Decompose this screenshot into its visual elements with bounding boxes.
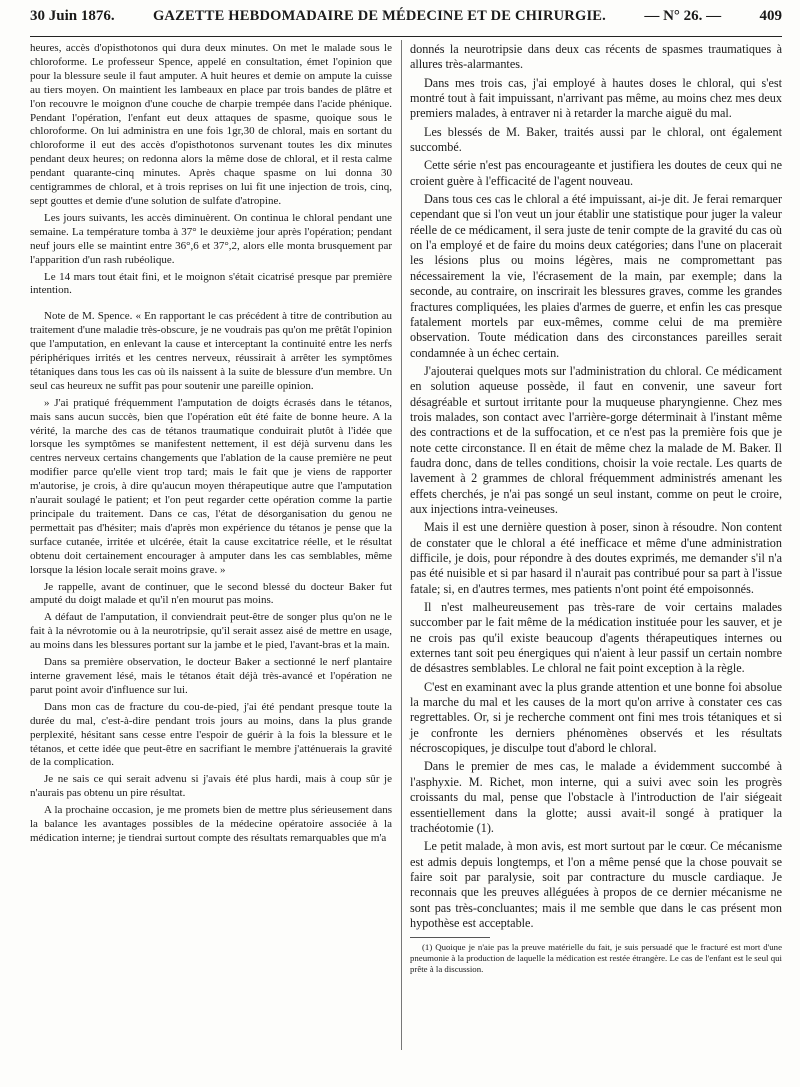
column-divider	[401, 40, 402, 1050]
header-date: 30 Juin 1876.	[30, 8, 115, 24]
left-column	[30, 42, 392, 849]
right-paragraph: Le petit malade, à mon avis, est mort surtout par le cœur. Ce mécanisme est admis depuis longtemps, et l'on a même pensé que la chose pouvait se faire soit par paralysie, soit par contracture du muscle cardiaque. Je reconnais que les preuves alléguées à propos de ce dernier mécanisme ne sont pas très-concluantes; mais il me semble que dans le cas présent mon hypothèse est acceptable.	[410, 839, 782, 930]
right-paragraph: donnés la neurotripsie dans deux cas récents de spasmes traumatiques à allures très-alarmantes.	[410, 42, 782, 72]
left-paragraph: » J'ai pratiqué fréquemment l'amputation de doigts écrasés dans le tétanos, mais sans aucun succès, bien que l'opération eût été faite de bonne heure. A la vérité, la marche des cas de tétanos traumatique conduirait plutôt à l'idée que lorsque les symptômes se manifestent nettement, il est déjà survenu dans les centres nerveux certains changements que l'ablation de la cause première ne peut modifier parce qu'elle vient trop tard; mais le fait que je viens de rapporter m'autorise, je crois, à dire qu'aucun moyen thérapeutique autre que l'amputation n'aurait soulagé le patient; et l'on peut regarder cette opération comme la partie principale du traitement. Dans ce cas, l'état de désorganisation du genou ne permettait pas d'hésiter; mais d'après mon expérience du tétanos je pense que la surface cutanée, irritée et ulcérée, était la cause excitatrice réelle, et le résultat obtenu doit certainement encourager à amputer dans les cas semblables, même lorsque la lésion locale serait moins grave. »	[30, 396, 392, 576]
right-column	[410, 42, 782, 978]
left-paragraph: Le 14 mars tout était fini, et le moignon s'était cicatrisé presque par première intention.	[30, 270, 392, 297]
right-paragraph: Mais il est une dernière question à poser, sinon à résoudre. Non content de constater que le chloral a été inefficace et même d'une administration difficile, je dois, pour répondre à des doutes exprimés, me demander s'il n'a pas été nuisible et si par hasard il n'aurait pas contribué pour sa part à l'issue fatale; si, en d'autres termes, mes patients n'ont point été empoisonnés.	[410, 520, 782, 596]
left-paragraph: Je rappelle, avant de continuer, que le second blessé du docteur Baker fut amputé du doigt malade et qu'il n'en mourut pas moins.	[30, 580, 392, 607]
right-paragraph: Dans mes trois cas, j'ai employé à hautes doses le chloral, qui s'est montré tout à fait impuissant, n'arrivant pas même, au moins chez mes deux premiers malades, à entraver ni à retarder la marche aiguë du mal.	[410, 75, 782, 121]
left-paragraph: Je ne sais ce qui serait advenu si j'avais été plus hardi, mais à coup sûr je n'aurais pas obtenu un pire résultat.	[30, 773, 392, 800]
footnote-rule	[410, 937, 490, 938]
left-paragraph: A la prochaine occasion, je me promets bien de mettre plus sérieusement dans la balance les avantages possibles de la médecine opératoire associée à la médication interne; je tiendrai surtout compte des résultats remarquables que m'a	[30, 804, 392, 844]
right-paragraph: Cette série n'est pas encourageante et justifiera les doutes de ceux qui ne croient guère à l'efficacité de l'agent nouveau.	[410, 158, 782, 188]
header-journal-title: GAZETTE HEBDOMADAIRE DE MÉDECINE ET DE CHIRURGIE.	[152, 8, 606, 24]
left-paragraph: Dans sa première observation, le docteur Baker a sectionné le nerf plantaire interne gravement lésé, mais le tétanos était déjà très-avancé et l'opération ne parut point avoir d'influence sur lui.	[30, 656, 392, 696]
right-paragraph: Dans le premier de mes cas, le malade a évidemment succombé à l'asphyxie. M. Richet, mon interne, qui a suivi avec soin les progrès croissants du mal, pense que l'obstacle à l'introduction de l'air siégeait essentiellement dans la glotte; aussi avait-il songé à pratiquer la trachéotomie (1).	[410, 759, 782, 835]
right-paragraph: J'ajouterai quelques mots sur l'administration du chloral. Ce médicament en solution aqueuse possède, il faut en convenir, une saveur fort désagréable et surtout irritante pour la muqueuse pharyngienne. Chez mes trois malades, son contact avec l'arrière-gorge déterminait à l'instant même des contractions et de la suffocation, et ce n'est pas la première fois que je note cette circonstance. Il en était de même chez la malade de M. Baker. Il faudra donc, dans de telles conditions, choisir la voie rectale. Les quarts de lavement à 2 grammes de chloral fréquemment administrés amenant les effets cherchés, je n'ai pas songé un seul instant, comme on peut le croire, aux injections intra-veineuses.	[410, 363, 782, 516]
left-paragraph: A défaut de l'amputation, il conviendrait peut-être de songer plus qu'on ne le fait à la névrotomie ou à la neurotripsie, qu'il serait assez aisé de mettre en usage, au moins dans les blessures portant sur la jambe et le pied, l'avant-bras et la main.	[30, 611, 392, 652]
right-paragraph: Il n'est malheureusement pas très-rare de voir certains malades succomber par le fait même de la médication instituée pour les sauver, et je ne crois pas qu'il existe beaucoup d'agents thérapeutiques internes ou externes tant soit peu énergiques qui n'aient à leur passif un certain nombre de désastres semblables. Le chloral ne fait point exception à la règle.	[410, 600, 782, 676]
page-header	[30, 8, 782, 32]
right-paragraph: C'est en examinant avec la plus grande attention et une bonne foi absolue la marche du mal et les causes de la mort qu'on arrive à constater ces cas regrettables. Or, si je recherche comment ont fini mes trois tétaniques et si je confronte les derniers phénomènes observés et les résultats nécroscopiques, je disculpe tout d'abord le chloral.	[410, 679, 782, 756]
header-rule	[30, 36, 782, 37]
left-paragraph: Les jours suivants, les accès diminuèrent. On continua le chloral pendant une semaine. La température tomba à 37° le deuxième jour après l'opération; pendant neuf jours elle se maintint entre 36°,6 et 37°,2, alors elle monta brusquement par l'apparition d'un rash rubéolique.	[30, 211, 392, 266]
left-paragraph: Dans mon cas de fracture du cou-de-pied, j'ai été pendant presque toute la durée du mal, c'est-à-dire pendant trois jours au moins, dans la plus grande perplexité, hésitant sans cesse entre l'espoir de guérir à la fois la blessure et le tétanos, et cette idée que peut-être en sacrifiant le membre j'atténuerais la gravité de la complication.	[30, 700, 392, 769]
right-paragraph: Les blessés de M. Baker, traités aussi par le chloral, ont également succombé.	[410, 124, 782, 155]
header-issue-number: — N° 26. —	[644, 8, 722, 24]
header-page-number: 409	[759, 8, 782, 24]
footnote: (1) Quoique je n'aie pas la preuve matérielle du fait, je suis persuadé que le fracturé est mort d'une pneumonie à la production de laquelle la médication est restée étrangère. Le cas de l'enfant est le seul qui prête à la discussion.	[410, 942, 782, 975]
right-paragraph: Dans tous ces cas le chloral a été impuissant, ai-je dit. Je ferai remarquer cependant que si l'on veut un jour établir une statistique pour juger la valeur réelle de ce médicament, il sera juste de tenir compte de la gravité du cas où on l'a employé et de faire du moins deux catégories; dans l'une on placerait les lésions plus ou moins légères, mais ne compromettant pas nécessairement la vie, l'écrasement de la main, par exemple; dans la seconde, au contraire, on inscrirait les blessures graves, comme les grandes fractures compliquées, les plaies d'armes de guerre, et enfin les cas presque fatalement mortels par eux-mêmes, comme celui de ma première observation. Toute médication dans des circonstances pareilles serait condamnée à un échec certain.	[410, 192, 782, 360]
left-paragraph: heures, accès d'opisthotonos qui dura deux minutes. On met le malade sous le chloroforme. Le professeur Spence, appelé en consultation, émet l'opinion que pour la blessure seule il faut amputer. A huit heures et demie on ampute la cuisse au tiers moyen. On maintient les lambeaux en place par trois bandes de plâtre et l'on recouvre le moignon d'une couche de charpie trempée dans l'acide phénique. Pendant l'opération, l'enfant eut deux attaques de spasme, quoique sous le chloroforme. On lui administra en une fois 1gr,30 de chloral, mais en sortant du chloroforme il eut des accès d'opisthotonos survenant toutes les dix minutes pendant deux heures; on redonna alors la même dose de chloral, et il resta calme pendant quarante-cinq minutes. Après chaque spasme on lui donna 30 centigrammes de chloral, et à trois reprises on lui fit une injection de trois, cinq, sept gouttes et demie d'une solution de sulfate d'atropine.	[30, 42, 392, 207]
note-spence-paragraph: Note de M. Spence. « En rapportant le cas précédent à titre de contribution au traitement d'une maladie très-obscure, je ne voudrais pas qu'on me prêtât l'opinion que l'amputation, en enlevant la cause et interceptant la continuité entre les nerfs périphériques irrités et les centres nerveux, réussirait à arrêter les symptômes tétaniques dans tous les cas où ils naissent à la suite de blessure d'un membre. Un seul cas heureux ne suffit pas pour soutenir une pareille opinion.	[30, 310, 392, 392]
